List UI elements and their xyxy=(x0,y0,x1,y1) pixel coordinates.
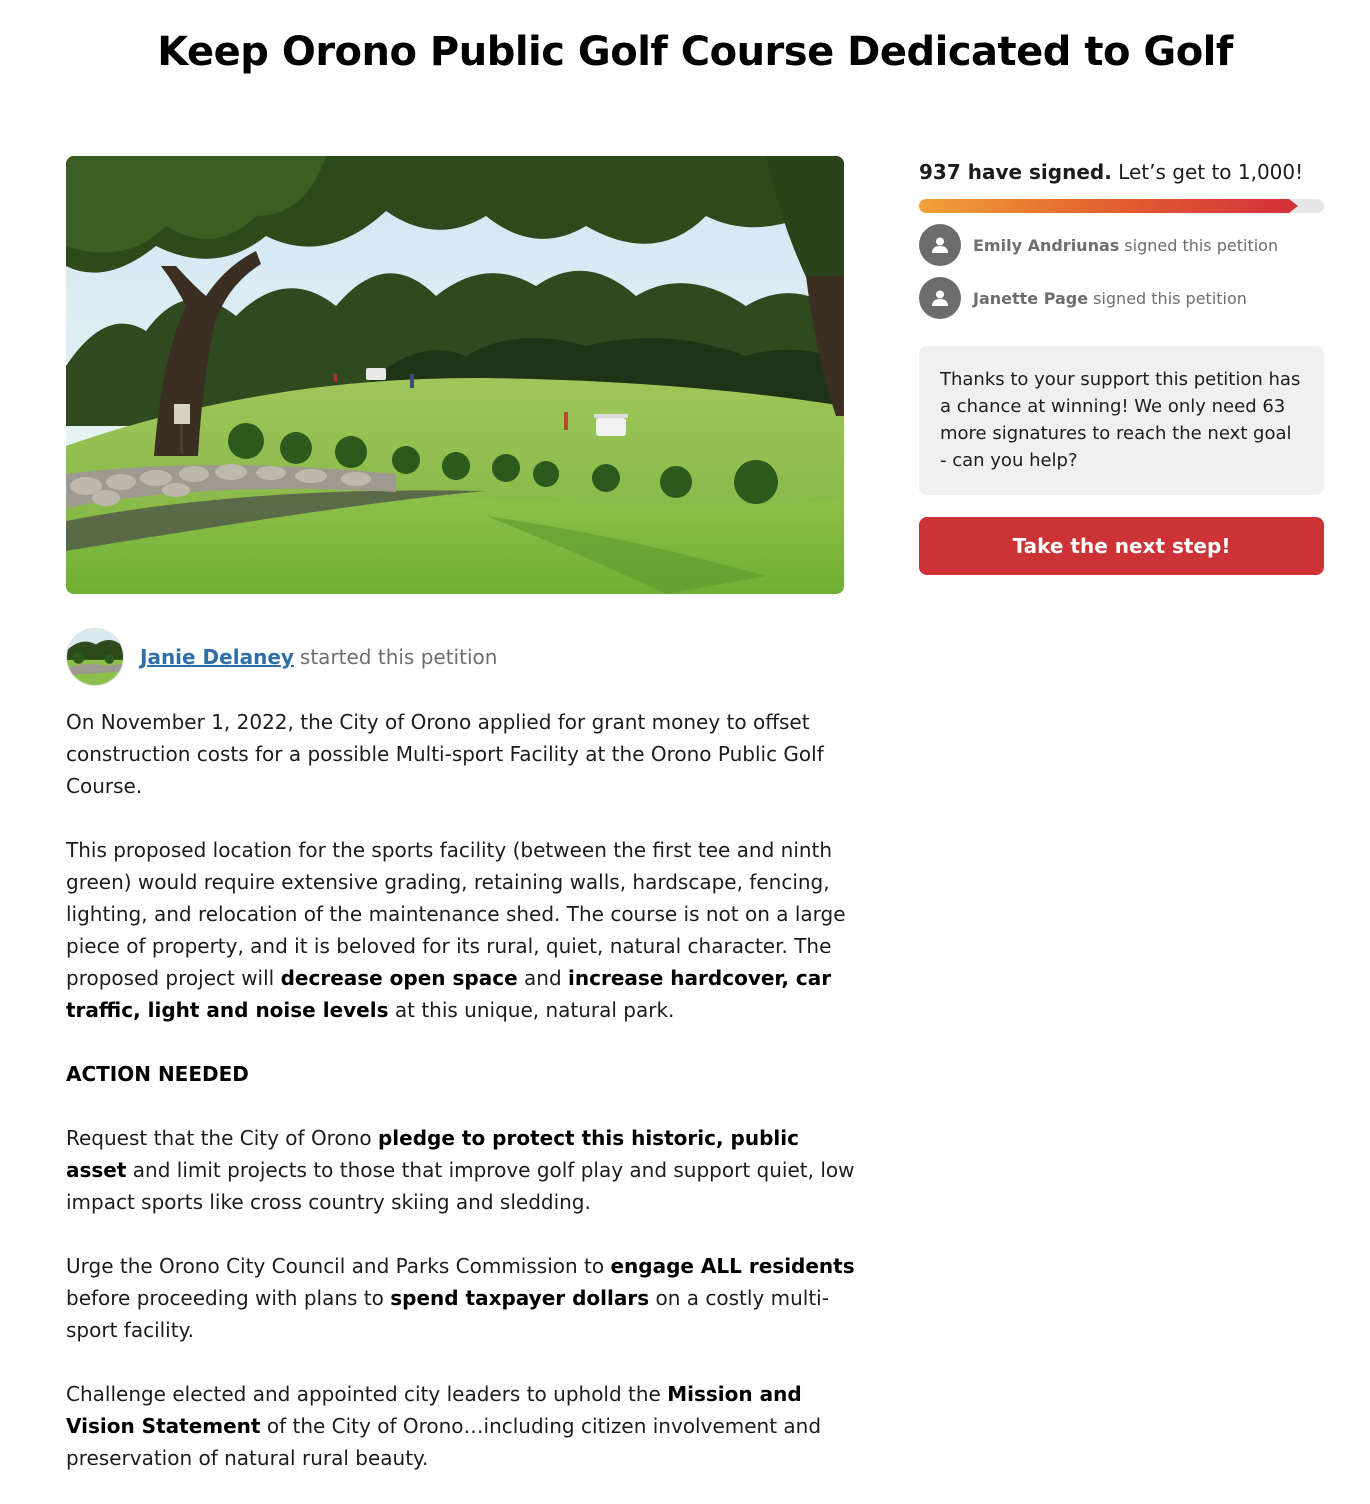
signature-goal: Let’s get to 1,000! xyxy=(1118,160,1304,184)
signer-name: Emily Andriunas xyxy=(973,235,1120,255)
golf-course-photo xyxy=(66,156,844,594)
petition-starter xyxy=(66,628,497,686)
signature-count xyxy=(919,156,1324,188)
signer-action: signed this petition xyxy=(1124,235,1279,255)
progress-tip xyxy=(1289,199,1298,213)
recent-signer xyxy=(919,224,1324,266)
take-next-step-button[interactable]: Take the next step! xyxy=(919,517,1324,575)
petition-description xyxy=(66,706,856,1504)
starter-avatar[interactable] xyxy=(66,628,124,686)
user-avatar-icon xyxy=(919,224,961,266)
page-title: Keep Orono Public Golf Course Dedicated to Golf xyxy=(157,29,1233,75)
starter-suffix: started this petition xyxy=(299,645,498,669)
goal-message: Thanks to your support this petition has a chance at winning! We only need 63 more signatures to reach the next goal - can you help? xyxy=(919,346,1324,495)
signed-count: 937 have signed. xyxy=(919,160,1112,184)
action-heading: ACTION NEEDED xyxy=(66,1062,249,1086)
paragraph-5: Challenge elected and appointed city leaders to uphold the Mission and Vision Statement of the City of Orono…including citizen involvement and preservation of natural rural beauty. xyxy=(66,1382,822,1470)
user-avatar-icon xyxy=(919,277,961,319)
petition-hero-image xyxy=(66,156,844,594)
signature-sidebar xyxy=(919,156,1324,575)
signature-progress-bar xyxy=(919,199,1324,213)
paragraph-1: On November 1, 2022, the City of Orono applied for grant money to offset construction costs for a possible Multi-sport Facility at the Orono Public Golf Course. xyxy=(66,710,824,798)
starter-name-link[interactable]: Janie Delaney xyxy=(140,645,294,669)
signer-name: Janette Page xyxy=(973,288,1089,308)
paragraph-4: Urge the Orono City Council and Parks Commission to engage ALL residents before proceeding with plans to spend taxpayer dollars on a costly multi-sport facility. xyxy=(66,1254,855,1342)
signer-action: signed this petition xyxy=(1093,288,1247,308)
progress-fill xyxy=(919,199,1289,213)
paragraph-3: Request that the City of Orono pledge to protect this historic, public asset and limit projects to those that improve golf play and support quiet, low impact sports like cross country skiing and sledding. xyxy=(66,1126,855,1214)
recent-signer xyxy=(919,277,1324,319)
paragraph-2: This proposed location for the sports facility (between the first tee and ninth green) would require extensive grading, retaining walls, hardscape, fencing, lighting, and relocation of the maintenance shed. The course is not on a large piece of property, and it is beloved for its rural, quiet, natural character. The proposed project will decrease open space and increase hardcover, car traffic, light and noise levels at this unique, natural park. xyxy=(66,838,846,1022)
